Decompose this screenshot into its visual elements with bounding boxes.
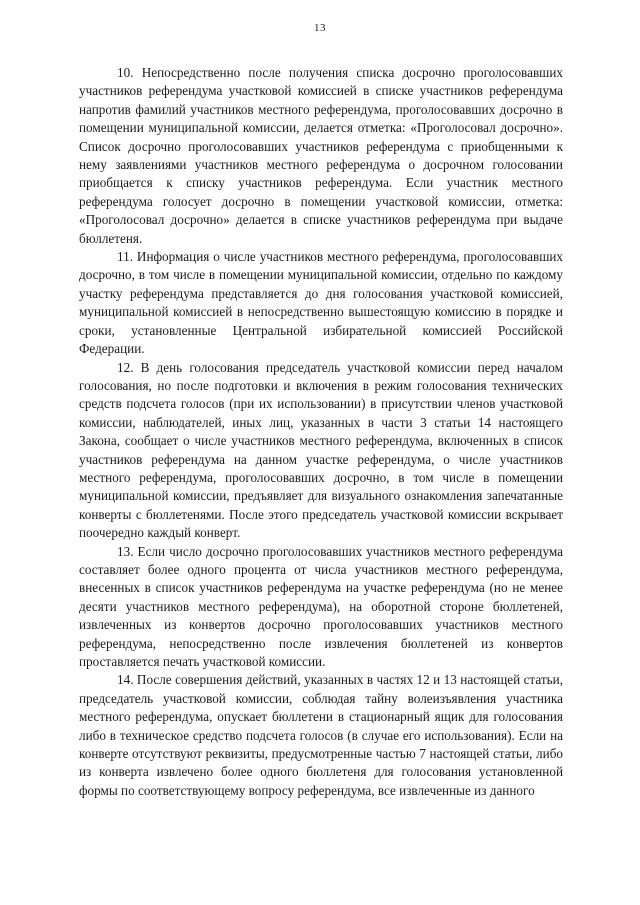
paragraph-11: 11. Информация о числе участников местного референдума, проголосовавших досрочно, в том числе в помещении муниципальной комиссии, отдельно по каждому участку референдума представляется до дня голосования участковой комиссией, муниципальной комиссией в непосредственно вышестоящую комиссию в порядке и сроки, установленные Центральной избирательной комиссией Российской Федерации. xyxy=(79,249,563,357)
page-number: 13 xyxy=(314,22,326,34)
document-body xyxy=(79,64,563,800)
paragraph-14: 14. После совершения действий, указанных в частях 12 и 13 настоящей статьи, председатель участковой комиссии, соблюдая тайну волеизъявления участника местного референдума, опускает бюллетени в стационарный ящик для голосования либо в техническое средство подсчета голосов (в случае его использования). Если на конверте отсутствуют реквизиты, предусмотренные частью 7 настоящей статьи, либо из конверта извлечено более одного бюллетеня для голосования установленной формы по соответствующему вопросу референдума, все извлеченные из данного xyxy=(79,672,563,798)
paragraph-13: 13. Если число досрочно проголосовавших участников местного референдума составляет более одного процента от числа участников местного референдума, внесенных в список участников референдума на участке референдума (но не менее десяти участников местного референдума), на оборотной стороне бюллетеней, извлеченных из конвертов досрочно проголосовавших участников местного референдума, непосредственно после извлечения бюллетеней из конвертов проставляется печать участковой комиссии. xyxy=(79,543,563,669)
paragraph-12: 12. В день голосования председатель участковой комиссии перед началом голосования, но после подготовки и включения в режим голосования технических средств подсчета голосов (при их использовании) в присутствии членов участковой комиссии, наблюдателей, иных лиц, указанных в части 3 статьи 14 настоящего Закона, сообщает о числе участников местного референдума, включенных в список участников референдума на данном участке референдума, о числе участников местного референдума, проголосовавших досрочно, в том числе в помещении муниципальной комиссии, предъявляет для визуального ознакомления запечатанные конверты с бюллетенями. После этого председатель участковой комиссии вскрывает поочередно каждый конверт. xyxy=(79,359,563,541)
paragraph-10: 10. Непосредственно после получения списка досрочно проголосовавших участников референдума участковой комиссией в списке участников референдума напротив фамилий участников местного референдума, проголосовавших досрочно в помещении муниципальной комиссии, делается отметка: «Проголосовал досрочно». Список досрочно проголосовавших участников референдума с приобщенными к нему заявлениями участников местного референдума о досрочном голосовании приобщается к списку участников референдума. Если участник местного референдума голосует досрочно в помещении участковой комиссии, отметка: «Проголосовал досрочно» делается в списке участников референдума при выдаче бюллетеня. xyxy=(79,65,563,246)
